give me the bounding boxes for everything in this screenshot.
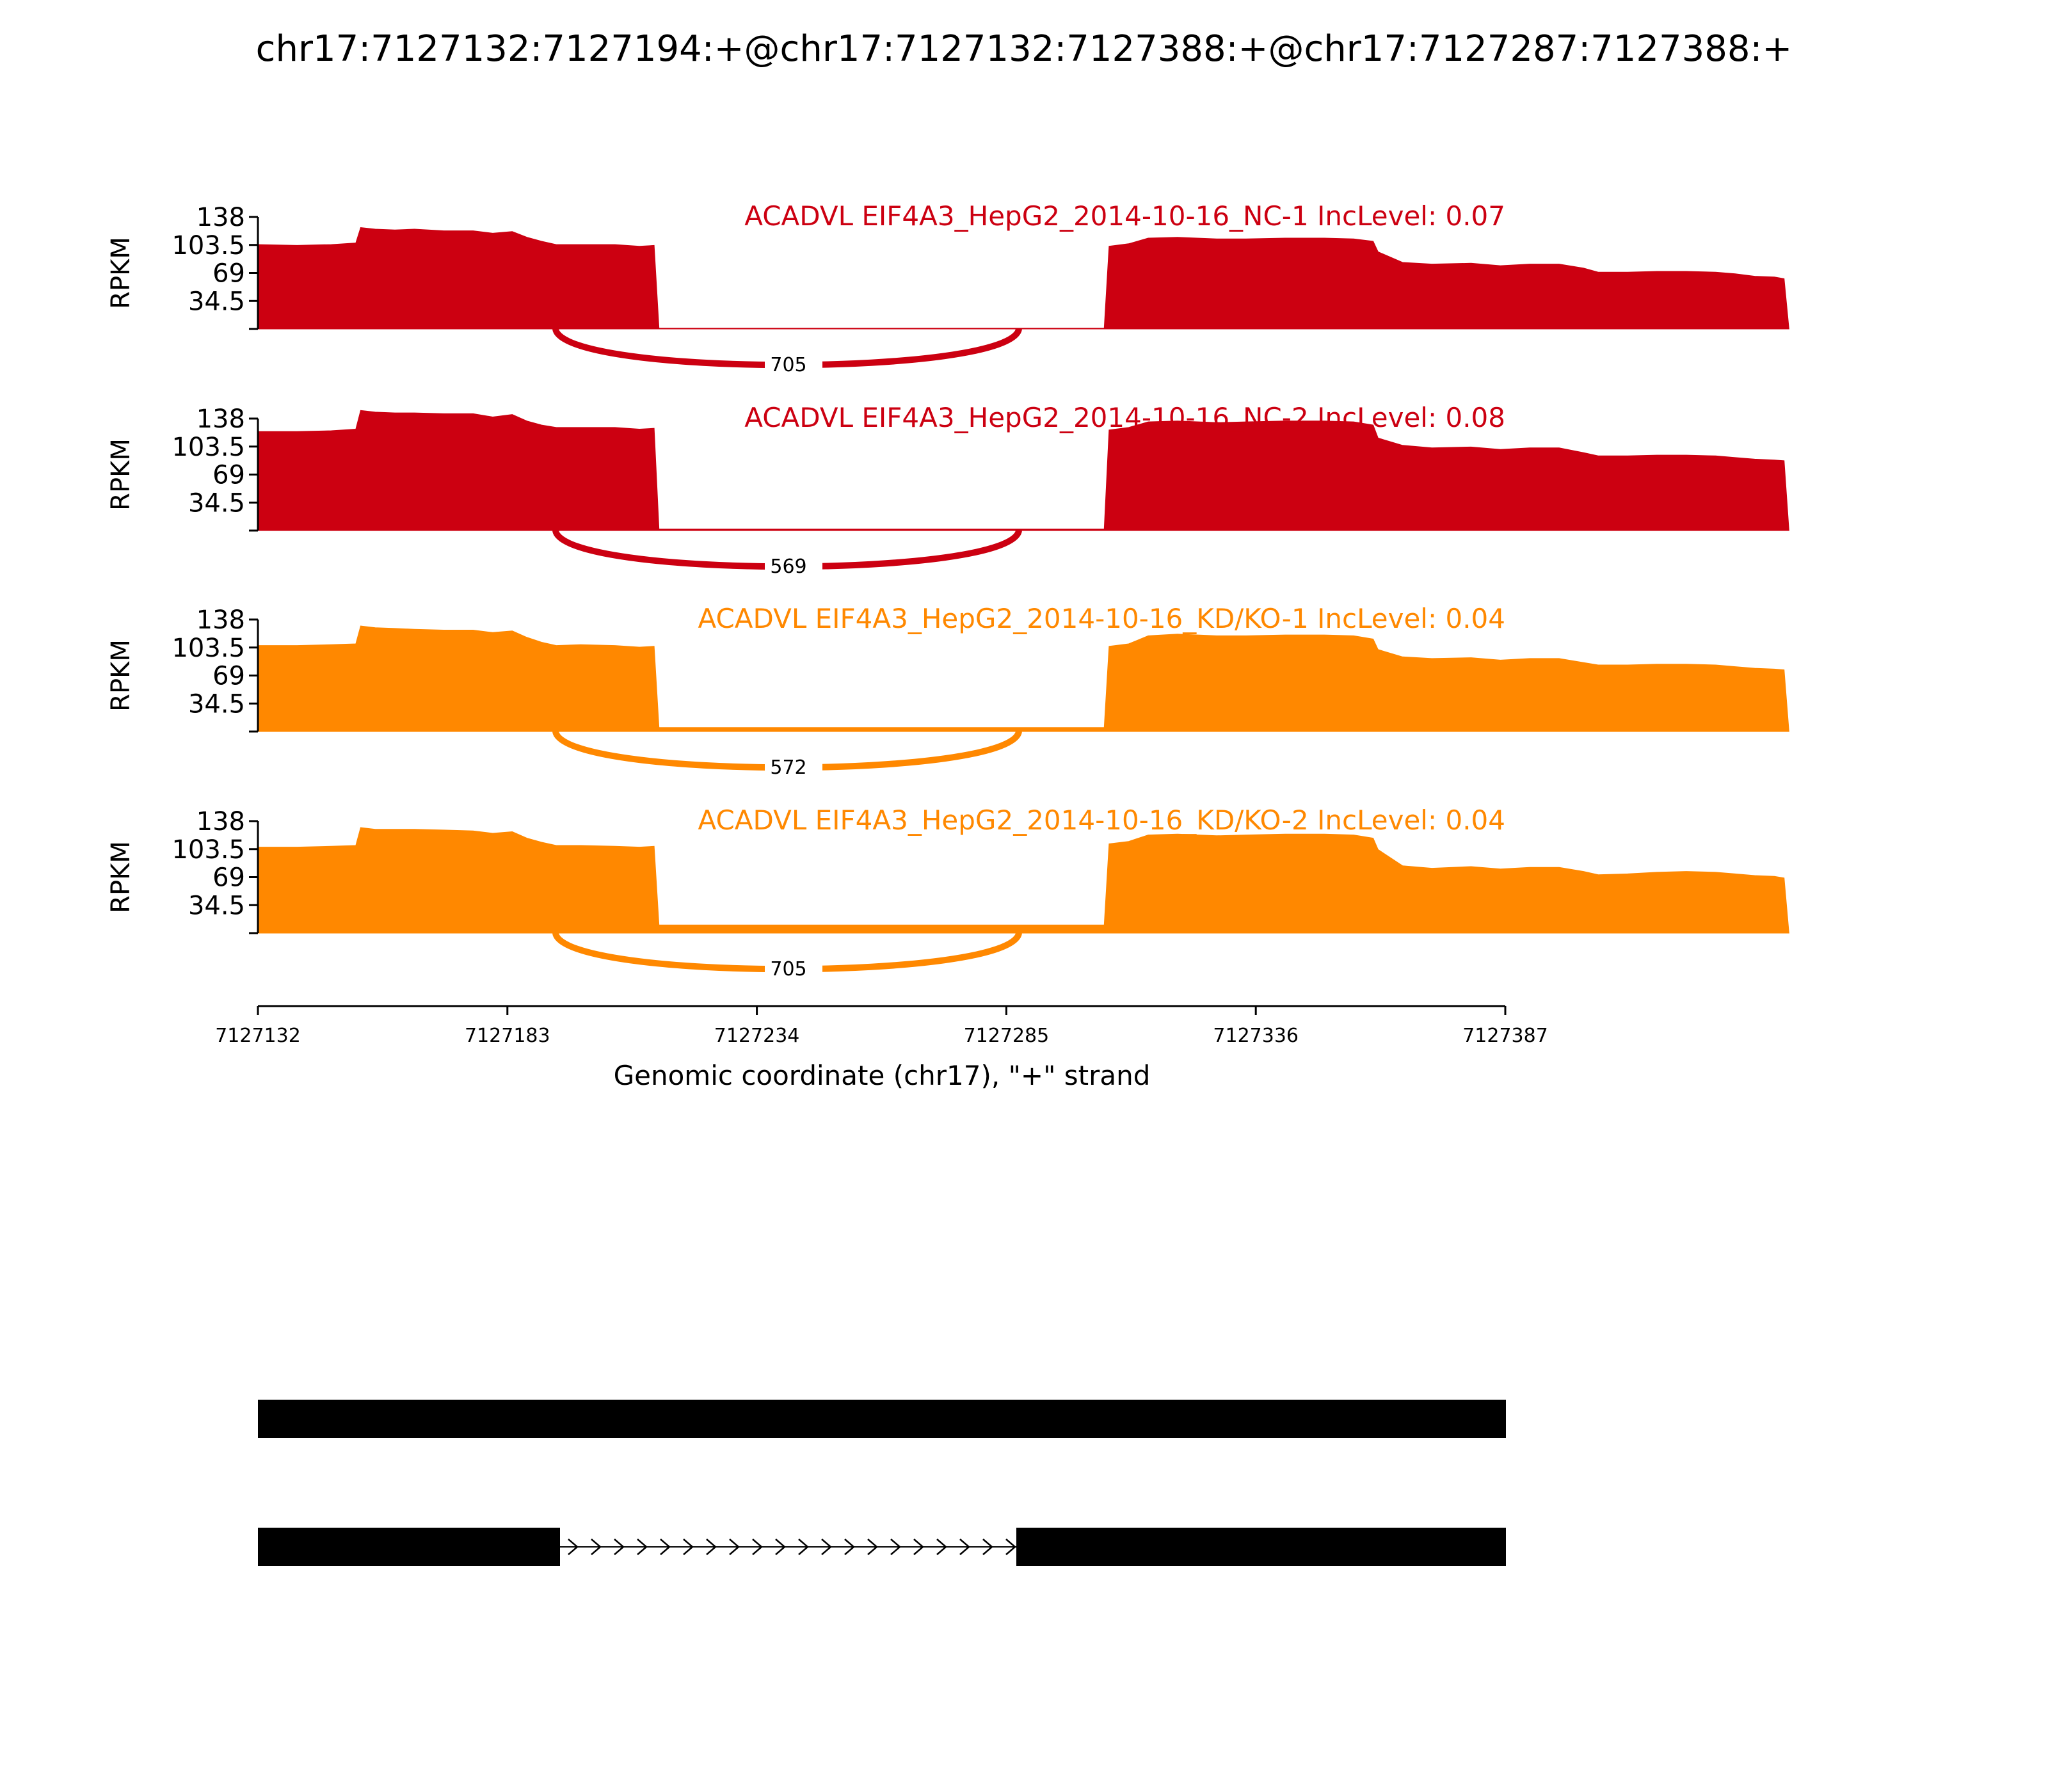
y-axis-label: RPKM <box>106 841 136 913</box>
sample-label: ACADVL EIF4A3_HepG2_2014-10-16_KD/KO-1 IncLevel: 0.04 <box>698 603 1505 634</box>
coverage-area <box>258 228 1789 330</box>
y-tick-label: 69 <box>212 259 245 289</box>
x-tick-label: 7127183 <box>464 1025 550 1047</box>
transcript-track <box>258 1400 1506 1566</box>
sample-label: ACADVL EIF4A3_HepG2_2014-10-16_NC-2 IncLevel: 0.08 <box>744 402 1505 433</box>
y-tick-label: 69 <box>212 460 245 490</box>
transcript-inclusion-exon <box>258 1400 1506 1438</box>
y-tick-label: 138 <box>196 605 245 635</box>
sample-label: ACADVL EIF4A3_HepG2_2014-10-16_NC-1 IncLevel: 0.07 <box>744 200 1505 232</box>
x-tick-label: 7127336 <box>1213 1025 1299 1047</box>
chart-title: chr17:7127132:7127194:+@chr17:7127132:7127388:+@chr17:7127287:7127388:+ <box>255 28 1793 70</box>
sample-label: ACADVL EIF4A3_HepG2_2014-10-16_KD/KO-2 IncLevel: 0.04 <box>698 804 1505 836</box>
y-tick-label: 34.5 <box>188 287 245 317</box>
junction-count: 705 <box>770 354 807 376</box>
junction-count: 569 <box>770 556 807 578</box>
y-tick-label: 103.5 <box>172 230 245 260</box>
y-axis-label: RPKM <box>106 639 136 712</box>
y-tick-label: 138 <box>196 404 245 434</box>
x-tick-label: 7127234 <box>714 1025 800 1047</box>
panel-4 <box>106 804 1789 982</box>
x-tick-label: 7127387 <box>1462 1025 1548 1047</box>
y-tick-label: 103.5 <box>172 835 245 865</box>
x-tick-label: 7127132 <box>215 1025 301 1047</box>
y-axis-label: RPKM <box>106 438 136 511</box>
y-tick-label: 138 <box>196 203 245 232</box>
transcript-skipping-exon-left <box>258 1528 560 1566</box>
x-axis-label: Genomic coordinate (chr17), "+" strand <box>613 1060 1151 1091</box>
coverage-area <box>258 828 1789 933</box>
panel-1 <box>106 200 1789 378</box>
y-tick-label: 138 <box>196 807 245 836</box>
y-tick-label: 103.5 <box>172 432 245 462</box>
y-tick-label: 34.5 <box>188 689 245 719</box>
panel-2 <box>106 402 1789 579</box>
coverage-area <box>258 626 1789 732</box>
y-tick-label: 69 <box>212 863 245 893</box>
x-tick-label: 7127285 <box>963 1025 1050 1047</box>
transcript-skipping-exon-right <box>1016 1528 1506 1566</box>
panel-3 <box>106 603 1789 780</box>
y-tick-label: 69 <box>212 661 245 691</box>
y-tick-label: 34.5 <box>188 891 245 921</box>
x-axis <box>215 1006 1548 1047</box>
junction-count: 572 <box>770 756 807 779</box>
coverage-panels <box>106 200 1789 982</box>
junction-count: 705 <box>770 958 807 980</box>
y-axis-label: RPKM <box>106 237 136 309</box>
y-tick-label: 34.5 <box>188 488 245 518</box>
y-tick-label: 103.5 <box>172 633 245 663</box>
